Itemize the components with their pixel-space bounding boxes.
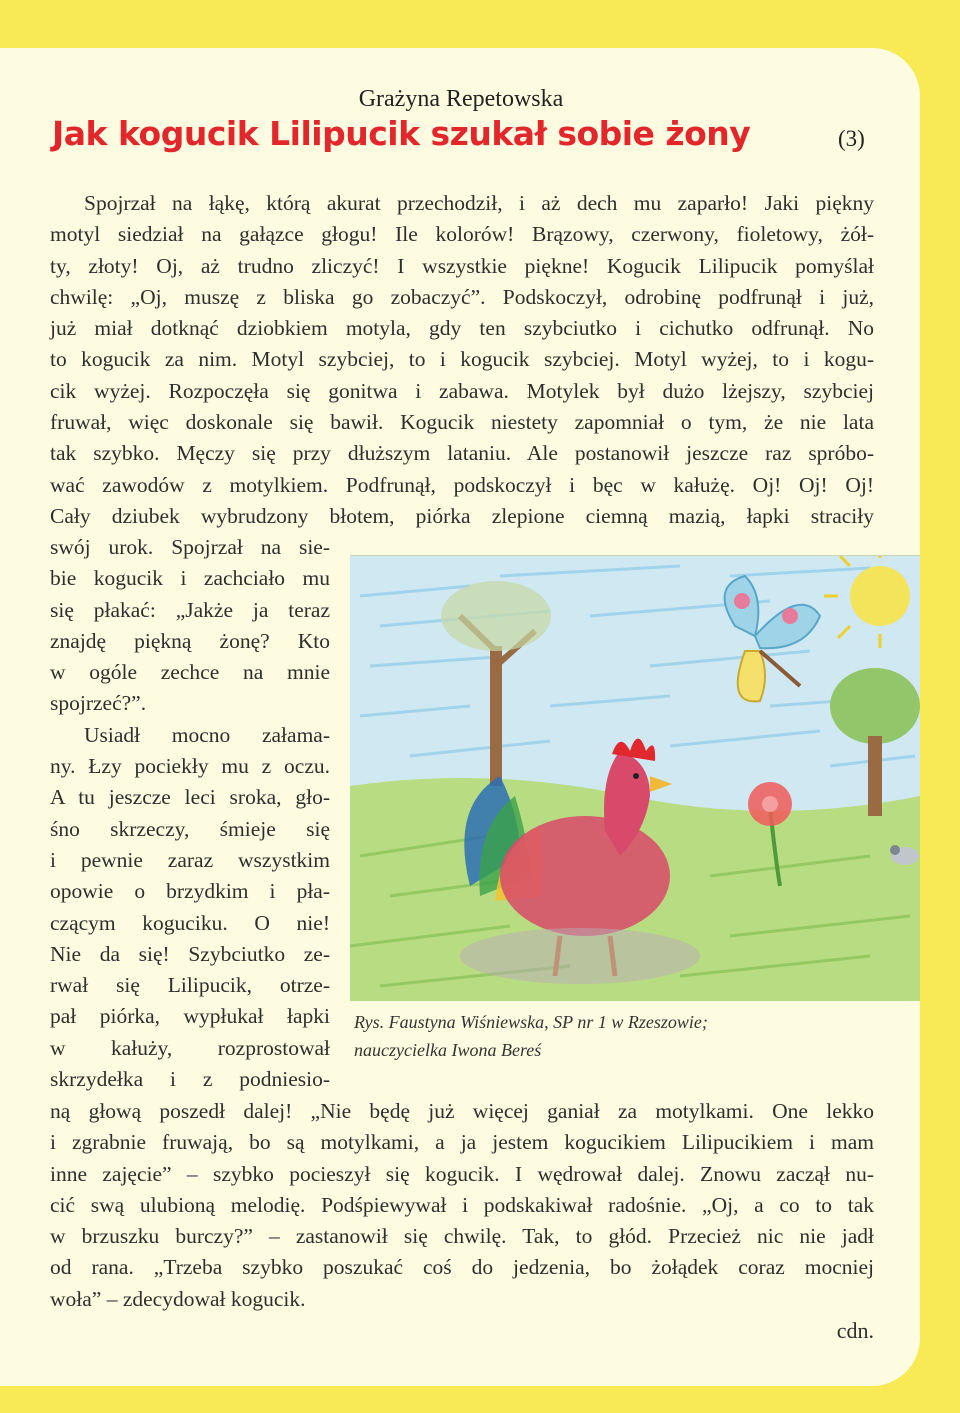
author-name: Grażyna Repetowska <box>358 86 564 112</box>
text-line: i zgrabnie fruwają, bo są motylkami, a ja jestem kogucikiem Lilipucikiem i mam <box>50 1130 874 1155</box>
text-line: opowie o brzydkim i pła- <box>50 879 330 904</box>
story-paragraph-bottom <box>50 1096 874 1315</box>
text-line: to kogucik za nim. Motyl szybciej, to i kogucik szybciej. Motyl wyżej, to i kogu- <box>50 347 874 372</box>
text-line: czącym koguciku. O nie! <box>50 910 330 935</box>
text-line: Nie da się! Szybciutko ze- <box>50 941 330 966</box>
story-paragraph-top <box>50 188 874 532</box>
text-line: śno skrzeczy, śmieje się <box>50 816 330 841</box>
text-line: A tu jeszcze leci sroka, gło- <box>50 785 330 810</box>
text-line: swój urok. Spojrzał na sie- <box>50 535 330 559</box>
text-line: znajdę piękną żonę? Kto <box>50 628 330 653</box>
text-line: fruwał, więc doskonale się bawił. Kogucik niestety zapomniał o tym, że nie lata <box>50 410 874 435</box>
text-line: spojrzeć?”. <box>50 691 147 716</box>
text-line: rwał się Lilipucik, otrze- <box>50 973 330 998</box>
text-line: cić swą ulubioną melodię. Podśpiewywał i podskakiwał radośnie. „Oj, a co to tak <box>50 1192 874 1217</box>
text-line: Usiadł mocno załama- <box>84 722 330 747</box>
text-line: Cały dziubek wybrudzony błotem, piórka zlepione ciemną mazią, łapki straciły <box>50 503 874 528</box>
rooster-drawing <box>350 555 920 1001</box>
text-line: ny. Łzy pociekły mu z oczu. <box>50 754 330 779</box>
text-line: pał piórka, wypłukał łapki <box>50 1004 330 1029</box>
text-line: w kałuży, rozprostował <box>50 1035 330 1060</box>
caption-line: nauczycielka Iwona Bereś <box>354 1040 542 1060</box>
text-line: cik wyżej. Rozpoczęła się gonitwa i zabawa. Motylek był dużo lżejszy, szybciej <box>50 378 874 403</box>
text-line: i pewnie zaraz wszystkim <box>50 847 330 872</box>
text-line: w brzuszku burczy?” – zastanowił się chwilę. Tak, to głód. Przecież nic nie jadł <box>50 1224 874 1249</box>
text-line: motyl siedział na gałązce głogu! Ile kolorów! Brązowy, czerwony, fioletowy, żół- <box>50 222 874 247</box>
text-line: skrzydełka i z podniesio- <box>50 1067 330 1092</box>
text-line: wać zawodów z motylkiem. Podfrunął, podskoczył i bęc w kałużę. Oj! Oj! Oj! <box>50 472 874 497</box>
text-line: w ogóle zechce na mnie <box>50 660 330 685</box>
illustration-caption <box>354 1008 708 1064</box>
text-line: inne zajęcie” – szybko pocieszył się kogucik. I wędrował dalej. Znowu zaczął nu- <box>50 1161 874 1186</box>
text-line: tak szybko. Męczy się przy dłuższym lataniu. Ale postanowił jeszcze raz spróbo- <box>50 441 874 466</box>
text-line: ną głową poszedł dalej! „Nie będę już więcej ganiał za motylkami. One lekko <box>50 1099 874 1123</box>
caption-line: Rys. Faustyna Wiśniewska, SP nr 1 w Rzeszowie; <box>354 1012 708 1032</box>
text-line: się płakać: „Jakże ja teraz <box>50 597 330 622</box>
text-line: chwilę: „Oj, muszę z bliska go zobaczyć”. Podskoczył, odrobinę podfrunął i już, <box>50 284 874 309</box>
story-column-narrow <box>50 532 330 1095</box>
text-line: bie kogucik i zachciało mu <box>50 566 330 591</box>
continued-marker: cdn. <box>836 1318 874 1343</box>
text-line: Spojrzał na łąkę, którą akurat przechodził, i aż dech mu zaparło! Jaki piękny <box>84 191 874 215</box>
text-line: od rana. „Trzeba szybko poszukać coś do jedzenia, bo żołądek coraz mocniej <box>50 1255 874 1280</box>
text-line: woła” – zdecydował kogucik. <box>50 1286 306 1311</box>
text-line: już miał dotknąć dziobkiem motyla, gdy ten szybciutko i cichutko odfrunął. No <box>50 316 874 341</box>
text-line: ty, złoty! Oj, aż trudno zliczyć! I wszystkie piękne! Kogucik Lilipucik pomyślał <box>50 253 874 278</box>
part-number: (3) <box>838 126 865 151</box>
story-title: Jak kogucik Lilipucik szukał sobie żony <box>52 114 751 153</box>
